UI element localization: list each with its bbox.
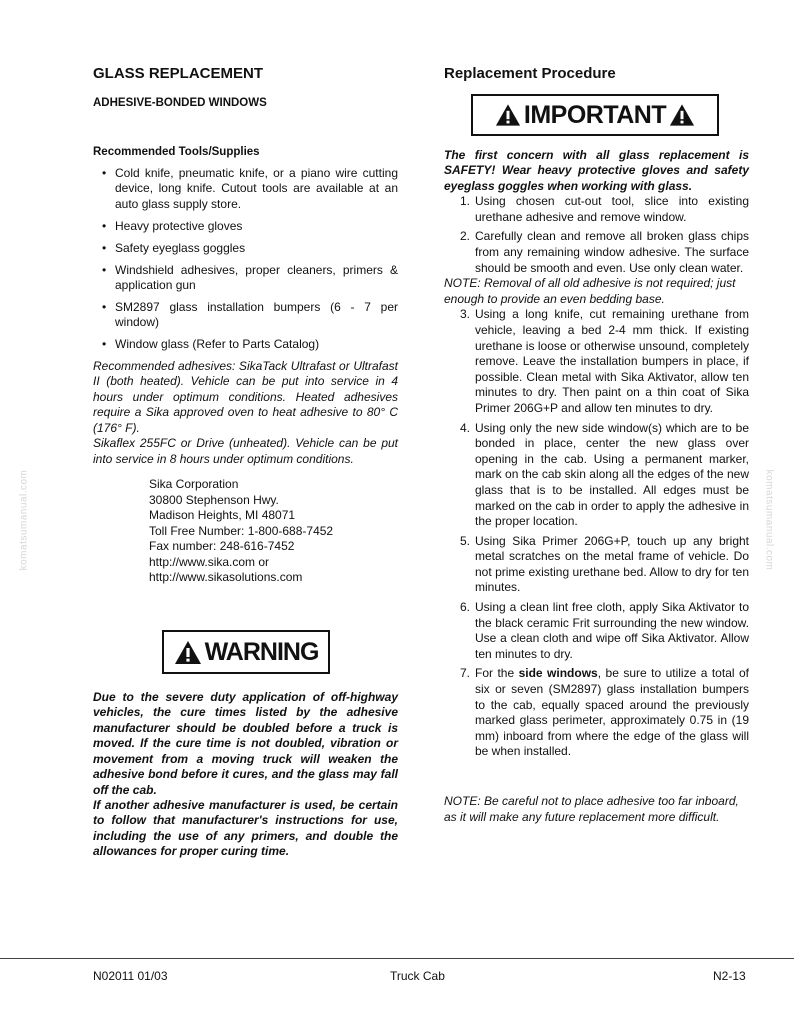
list-item (93, 166, 398, 212)
address-line: Madison Heights, MI 48071 (149, 508, 296, 523)
list-item-text: Cold knife, pneumatic knife, or a piano wire cutting device, long knife. Cutout tools are available at an auto glass supply store. (115, 166, 398, 211)
section-title: GLASS REPLACEMENT (93, 65, 264, 82)
step-number: 1. (460, 194, 471, 209)
supplier-address (149, 477, 398, 586)
step-item (444, 307, 749, 416)
step-text: Using a long knife, cut remaining urethane from vehicle, leaving a bed 2-4 mm thick. If existing urethane is loose or otherwise unsound, completely remove. Leave the installation bumpers in place, if possible. Clean metal with Sika Aktivator, allow ten minutes to dry. Then paint on a thin coat of Sika Primer 206G+P and allow ten minutes to dry. (475, 307, 749, 415)
bullet: • (102, 337, 107, 352)
list-item (93, 241, 398, 256)
adhesives-note-unheated: Sikaflex 255FC or Drive (unheated). Vehicle can be put into service in 8 hours under optimum conditions. (93, 436, 398, 466)
step-item (444, 229, 749, 276)
watermark-right: komatsumanual.com (763, 469, 775, 571)
step-text: Carefully clean and remove all broken glass chips from any remaining window adhesive. The surface should be smooth and even. Use only clean water. (475, 229, 749, 275)
address-line: 30800 Stephenson Hwy. (149, 492, 279, 507)
important-sign (471, 94, 719, 136)
warning-paragraph: Due to the severe duty application of off-highway vehicles, the cure times listed by the adhesive manufacturer should be doubled before a truck is moved. If the cure time is not doubled, vibration or movement from a moving truck will weaken the adhesive bond before it cures, and the glass may fall off the cab. (93, 690, 398, 797)
bullet: • (102, 166, 107, 180)
warning-text (93, 690, 398, 859)
tools-list (93, 166, 398, 353)
step-item (444, 534, 749, 596)
bullet: • (102, 299, 107, 314)
tools-heading: Recommended Tools/Supplies (93, 146, 260, 158)
list-item-text: Heavy protective gloves (115, 218, 243, 233)
list-item-text: SM2897 glass installation bumpers (6 - 7 per window) (115, 299, 398, 330)
footer-section: Truck Cab (390, 969, 445, 983)
bullet: • (102, 262, 107, 277)
right-column (444, 64, 749, 825)
list-item-text: Safety eyeglass goggles (115, 240, 246, 255)
bullet: • (102, 218, 107, 233)
watermark-left: komatsumanual.com (18, 469, 30, 571)
address-line: Sika Corporation (149, 476, 239, 491)
bullet: • (102, 240, 107, 255)
step-text-part: , be sure to utilize a total of six or seven (SM2897) glass installation bumpers to the cab, equally spaced around the previously marked glass perimeter, approximately 0.75 in (19 mm) inboard from where the edge of the glass will be when installed. (475, 666, 749, 759)
step-text (475, 666, 749, 758)
footer-page-number: N2-13 (713, 969, 746, 983)
note: NOTE: Removal of all old adhesive is not required; just enough to provide an even bedding base. (444, 276, 736, 306)
step-number: 7. (460, 666, 471, 681)
list-item-text: Windshield adhesives, proper cleaners, primers & application gun (115, 262, 398, 292)
step-text-emphasis: side windows (518, 666, 598, 681)
list-item (93, 337, 398, 352)
adhesives-note: Recommended adhesives: SikaTack Ultrafast or Ultrafast II (both heated). Vehicle can be put into service in 4 hours under optimum conditions. Heated adhesives require a Sika approved oven to heat adhesive to 80° C (176° F). (93, 359, 398, 435)
step-text-part: For the (475, 666, 519, 681)
step-number: 2. (460, 229, 471, 244)
step-text: Using Sika Primer 206G+P, touch up any bright metal scratches on the metal frame of vehicle. Do not prime existing urethane bed. Allow to dry for ten minutes. (475, 533, 749, 595)
footer-doc-code: N02011 01/03 (93, 969, 168, 983)
safety-text: The first concern with all glass replacement is SAFETY! Wear heavy protective gloves and safety eyeglass goggles when working with glass. (444, 148, 749, 193)
step-item (444, 194, 749, 225)
step-text: Using chosen cut-out tool, slice into existing urethane adhesive and remove window. (475, 194, 749, 224)
address-line: http://www.sikasolutions.com (149, 570, 303, 585)
important-label: IMPORTANT (523, 100, 667, 129)
step-text: Using a clean lint free cloth, apply Sika Aktivator to the black ceramic Frit surrounding the new window. Use a clean cloth and wipe off Sika Aktivator. Allow ten minutes to dry. (475, 600, 749, 661)
list-item (93, 219, 398, 234)
step-number: 4. (460, 420, 471, 435)
footer-divider (0, 958, 794, 959)
address-line: Fax number: 248-616-7452 (149, 539, 295, 554)
address-line: Toll Free Number: 1-800-688-7452 (149, 523, 334, 538)
list-item (93, 300, 398, 331)
note: NOTE: Be careful not to place adhesive too far inboard, as it will make any future replacement more difficult. (444, 794, 739, 824)
step-item (444, 421, 749, 530)
warning-label: WARNING (204, 637, 319, 666)
procedure-title: Replacement Procedure (444, 65, 616, 82)
warning-triangle-icon (669, 103, 695, 127)
list-item-text: Window glass (Refer to Parts Catalog) (115, 337, 320, 352)
address-line: http://www.sika.com or (149, 554, 270, 569)
warning-sign (162, 630, 330, 674)
step-number: 5. (460, 533, 471, 548)
list-item (93, 263, 398, 294)
step-number: 3. (460, 307, 471, 322)
step-item (444, 600, 749, 662)
step-text: Using only the new side window(s) which are to be bonded in place, center the new glass over opening in the cab. Using a permanent marker, mark on the cab skin along all the edges of the new glass that is to be installed. All edges must be marked on the cab in order to apply the adhesive in the proper location. (475, 420, 749, 529)
warning-triangle-icon (174, 640, 202, 665)
step-number: 6. (460, 600, 471, 615)
step-item (444, 666, 749, 760)
left-column (93, 64, 398, 860)
procedure-steps-continued (444, 307, 749, 760)
warning-paragraph: If another adhesive manufacturer is used, be certain to follow that manufacturer's instructions for use, including the use of any primers, and double the allowances for proper curing time. (93, 797, 398, 859)
warning-triangle-icon (495, 103, 521, 127)
subsection-title: ADHESIVE-BONDED WINDOWS (93, 97, 267, 109)
procedure-steps (444, 194, 749, 276)
